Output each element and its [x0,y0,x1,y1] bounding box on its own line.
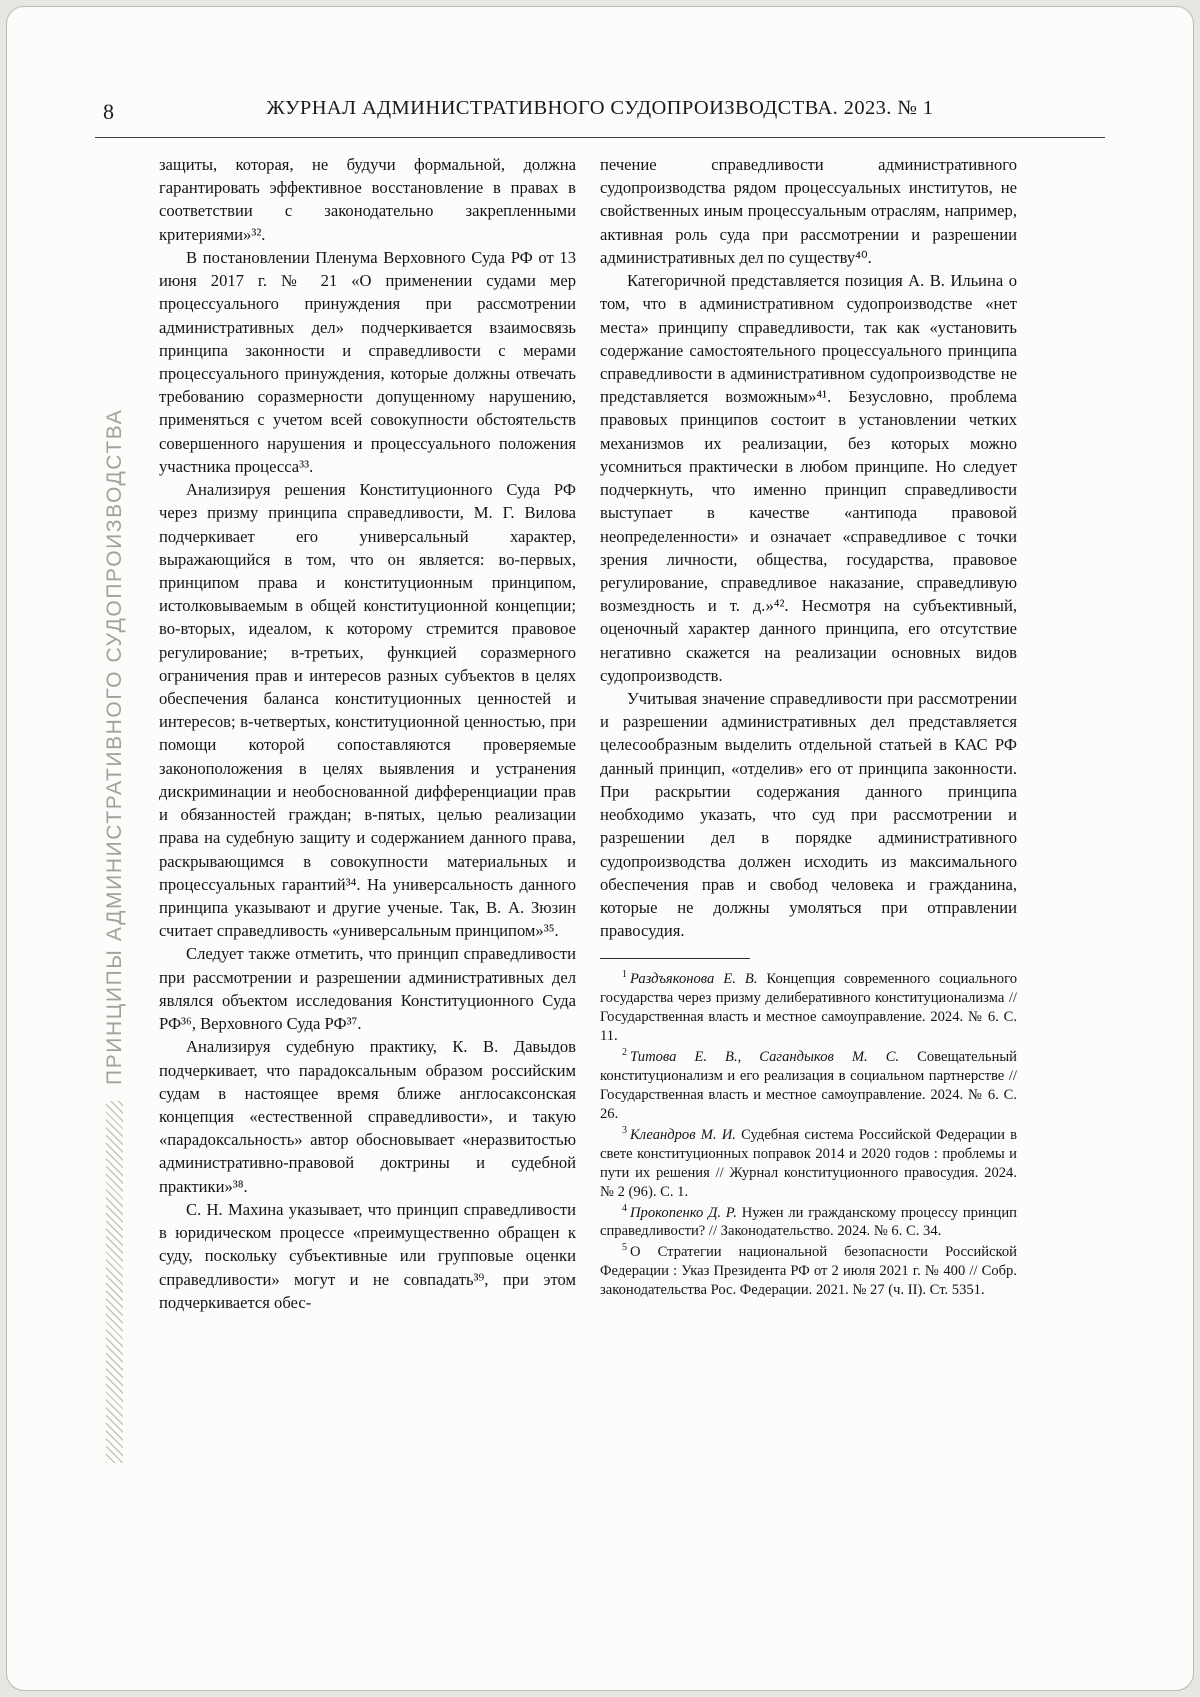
footnote-separator [600,958,750,959]
footnote-marker: 4 [622,1202,627,1214]
footnote-author: Раздъяконова Е. В. [630,971,758,988]
right-column [600,153,1017,1314]
section-vertical-label: ПРИНЦИПЫ АДМИНИСТРАТИВНОГО СУДОПРОИЗВОДСТВА [103,408,126,1085]
footnote [600,1124,1017,1202]
left-column [159,153,576,1314]
footnote-author: Титова Е. В., Сагандыков М. С. [630,1049,900,1066]
footnote-text: Судебная система Российской Федерации в свете конституционных поправок 2014 и 2020 годов : проблемы и пути их решения // Журнал конституционного правосудия. 2024. № 2 (96). С. 1. [600,1126,1017,1200]
footnote [600,1046,1017,1124]
paragraph: С. Н. Махина указывает, что принцип справедливости в юридическом процессе «преимущественно обращен к суду, поскольку субъективные или групповые оценки справедливости» могут и не совпадать³⁹, при этом подчеркивается обес- [159,1199,576,1312]
page-number: 8 [103,99,114,124]
running-title: ЖУРНАЛ АДМИНИСТРАТИВНОГО СУДОПРОИЗВОДСТВА. 2023. № 1 [266,97,934,119]
hatch-decoration [106,1101,123,1463]
paragraph: защиты, которая, не будучи формальной, должна гарантировать эффективное восстановление в правах в соответствии с законодательно закрепленными критериями»³². [159,155,576,244]
header-rule [95,137,1105,138]
article-body [159,153,1017,1314]
paragraph: Категоричной представляется позиция А. В. Ильина о том, что в административном судопроизводстве «нет места» принципу справедливости, так как «установить содержание самостоятельного процессуального принципа справедливости в административном судопроизводстве не представляется возможным»⁴¹. Безусловно, проблема правовых принципов состоит в установлении четких механизмов их реализации, без которых можно усомниться практически в любом принципе. Но следует подчеркнуть, что именно принцип справедливости выступает в качестве «антипода правовой неопределенности» и означает «справедливое с точки зрения личности, общества, государства, правовое регулирование, справедливое наказание, справедливую возмездность и т. д.»⁴². Несмотря на субъективный, оценочный характер данного принципа, его отсутствие негативно скажется на реализации основных видов судопроизводств. [600,271,1017,685]
footnotes [600,958,1017,1300]
paragraph: печение справедливости административного судопроизводства рядом процессуальных институтов, не свойственных иным процессуальным отраслям, например, активная роль суда при рассмотрении и разрешении административных дел по существу⁴⁰. [600,155,1017,267]
page-frame [6,6,1194,1691]
page-header [95,97,1105,131]
footnote-text: О Стратегии национальной безопасности Российской Федерации : Указ Президента РФ от 2 июля 2021 г. № 400 // Собр. законодательства Рос. Федерации. 2021. № 27 (ч. II). Ст. 5351. [600,1244,1017,1299]
footnote-text: Концепция современного социального государства через призму делиберативного конституционализма // Государственная власть и местное самоуправление. 2024. № 6. С. 11. [600,971,1017,1045]
footnote-marker: 5 [622,1242,627,1254]
footnote-marker: 1 [622,969,627,981]
footnote [600,1241,1017,1300]
paragraph: Следует также отметить, что принцип справедливости при рассмотрении и разрешении административных дел являлся объектом исследования Конституционного Суда РФ³⁶, Верховного Суда РФ³⁷. [159,944,576,1034]
footnote-marker: 3 [622,1124,627,1136]
footnote [600,968,1017,1046]
paragraph: Учитывая значение справедливости при рассмотрении и разрешении административных дел представляется целесообразным выделить отдельной статьей в КАС РФ данный принцип, «отделив» его от принципа законности. При раскрытии содержания данного принципа необходимо указать, что суд при рассмотрении и разрешении дел в порядке административного судопроизводства должен исходить из максимального обеспечения прав и свобод человека и гражданина, которые не должны умоляться при отправлении правосудия. [600,689,1017,941]
footnote-author: Прокопенко Д. Р. [630,1204,737,1221]
footnote-text: Совещательный конституционализм и его реализация в социальном партнерстве // Государственная власть и местное самоуправление. 2024. № 6. С. 26. [600,1049,1017,1122]
footnote-author: Клеандров М. И. [630,1126,736,1143]
footnote [600,1202,1017,1242]
paragraph: Анализируя решения Конституционного Суда РФ через призму принципа справедливости, М. Г. Вилова подчеркивает его универсальный характер, выражающийся в том, что он является: во-первых, принципом права и конституционным принципом, истолковываемым в общей конституционной концепции; во-вторых, идеалом, к которому стремится правовое регулирование; в-третьих, функцией соразмерного ограничения прав и интересов разных субъектов в целях обеспечения баланса конституционных ценностей и интересов; в-четвертых, конституционной ценностью, при помощи которой сопоставляются проверяемые законоположения в целях выявления и устранения дискриминации и необоснованной дифференциации прав и обязанностей граждан; в-пятых, целью реализации права на судебную защиту и содержанием данного права, раскрывающимся в совокупности материальных и процессуальных гарантий³⁴. На универсальность данного принципа указывают и другие ученые. Так, В. А. Зюзин считает справедливость «универсальным принципом»³⁵. [159,480,576,941]
footnote-text: Нужен ли гражданскому процессу принцип справедливости? // Законодательство. 2024. № 6. С. 34. [600,1204,1017,1240]
footnote-marker: 2 [622,1047,627,1059]
paragraph: В постановлении Пленума Верховного Суда РФ от 13 июня 2017 г. № 21 «О применении судами мер процессуального принуждения при рассмотрении административных дел» подчеркивается взаимосвязь принципа законности и справедливости с мерами процессуального принуждения, которые должны отвечать требованию соразмерности допущенному нарушению, применяться с учетом всей совокупности обстоятельств совершенного нарушения и процессуального положения участника процесса³³. [159,247,576,476]
paragraph: Анализируя судебную практику, К. В. Давыдов подчеркивает, что парадоксальным образом российским судам в настоящее время ближе англосаксонская концепция «естественной справедливости», и такую «парадоксальность» автор обосновывает «неразвитостью административно-правовой доктрины и судебной практики»³⁸. [159,1037,576,1196]
